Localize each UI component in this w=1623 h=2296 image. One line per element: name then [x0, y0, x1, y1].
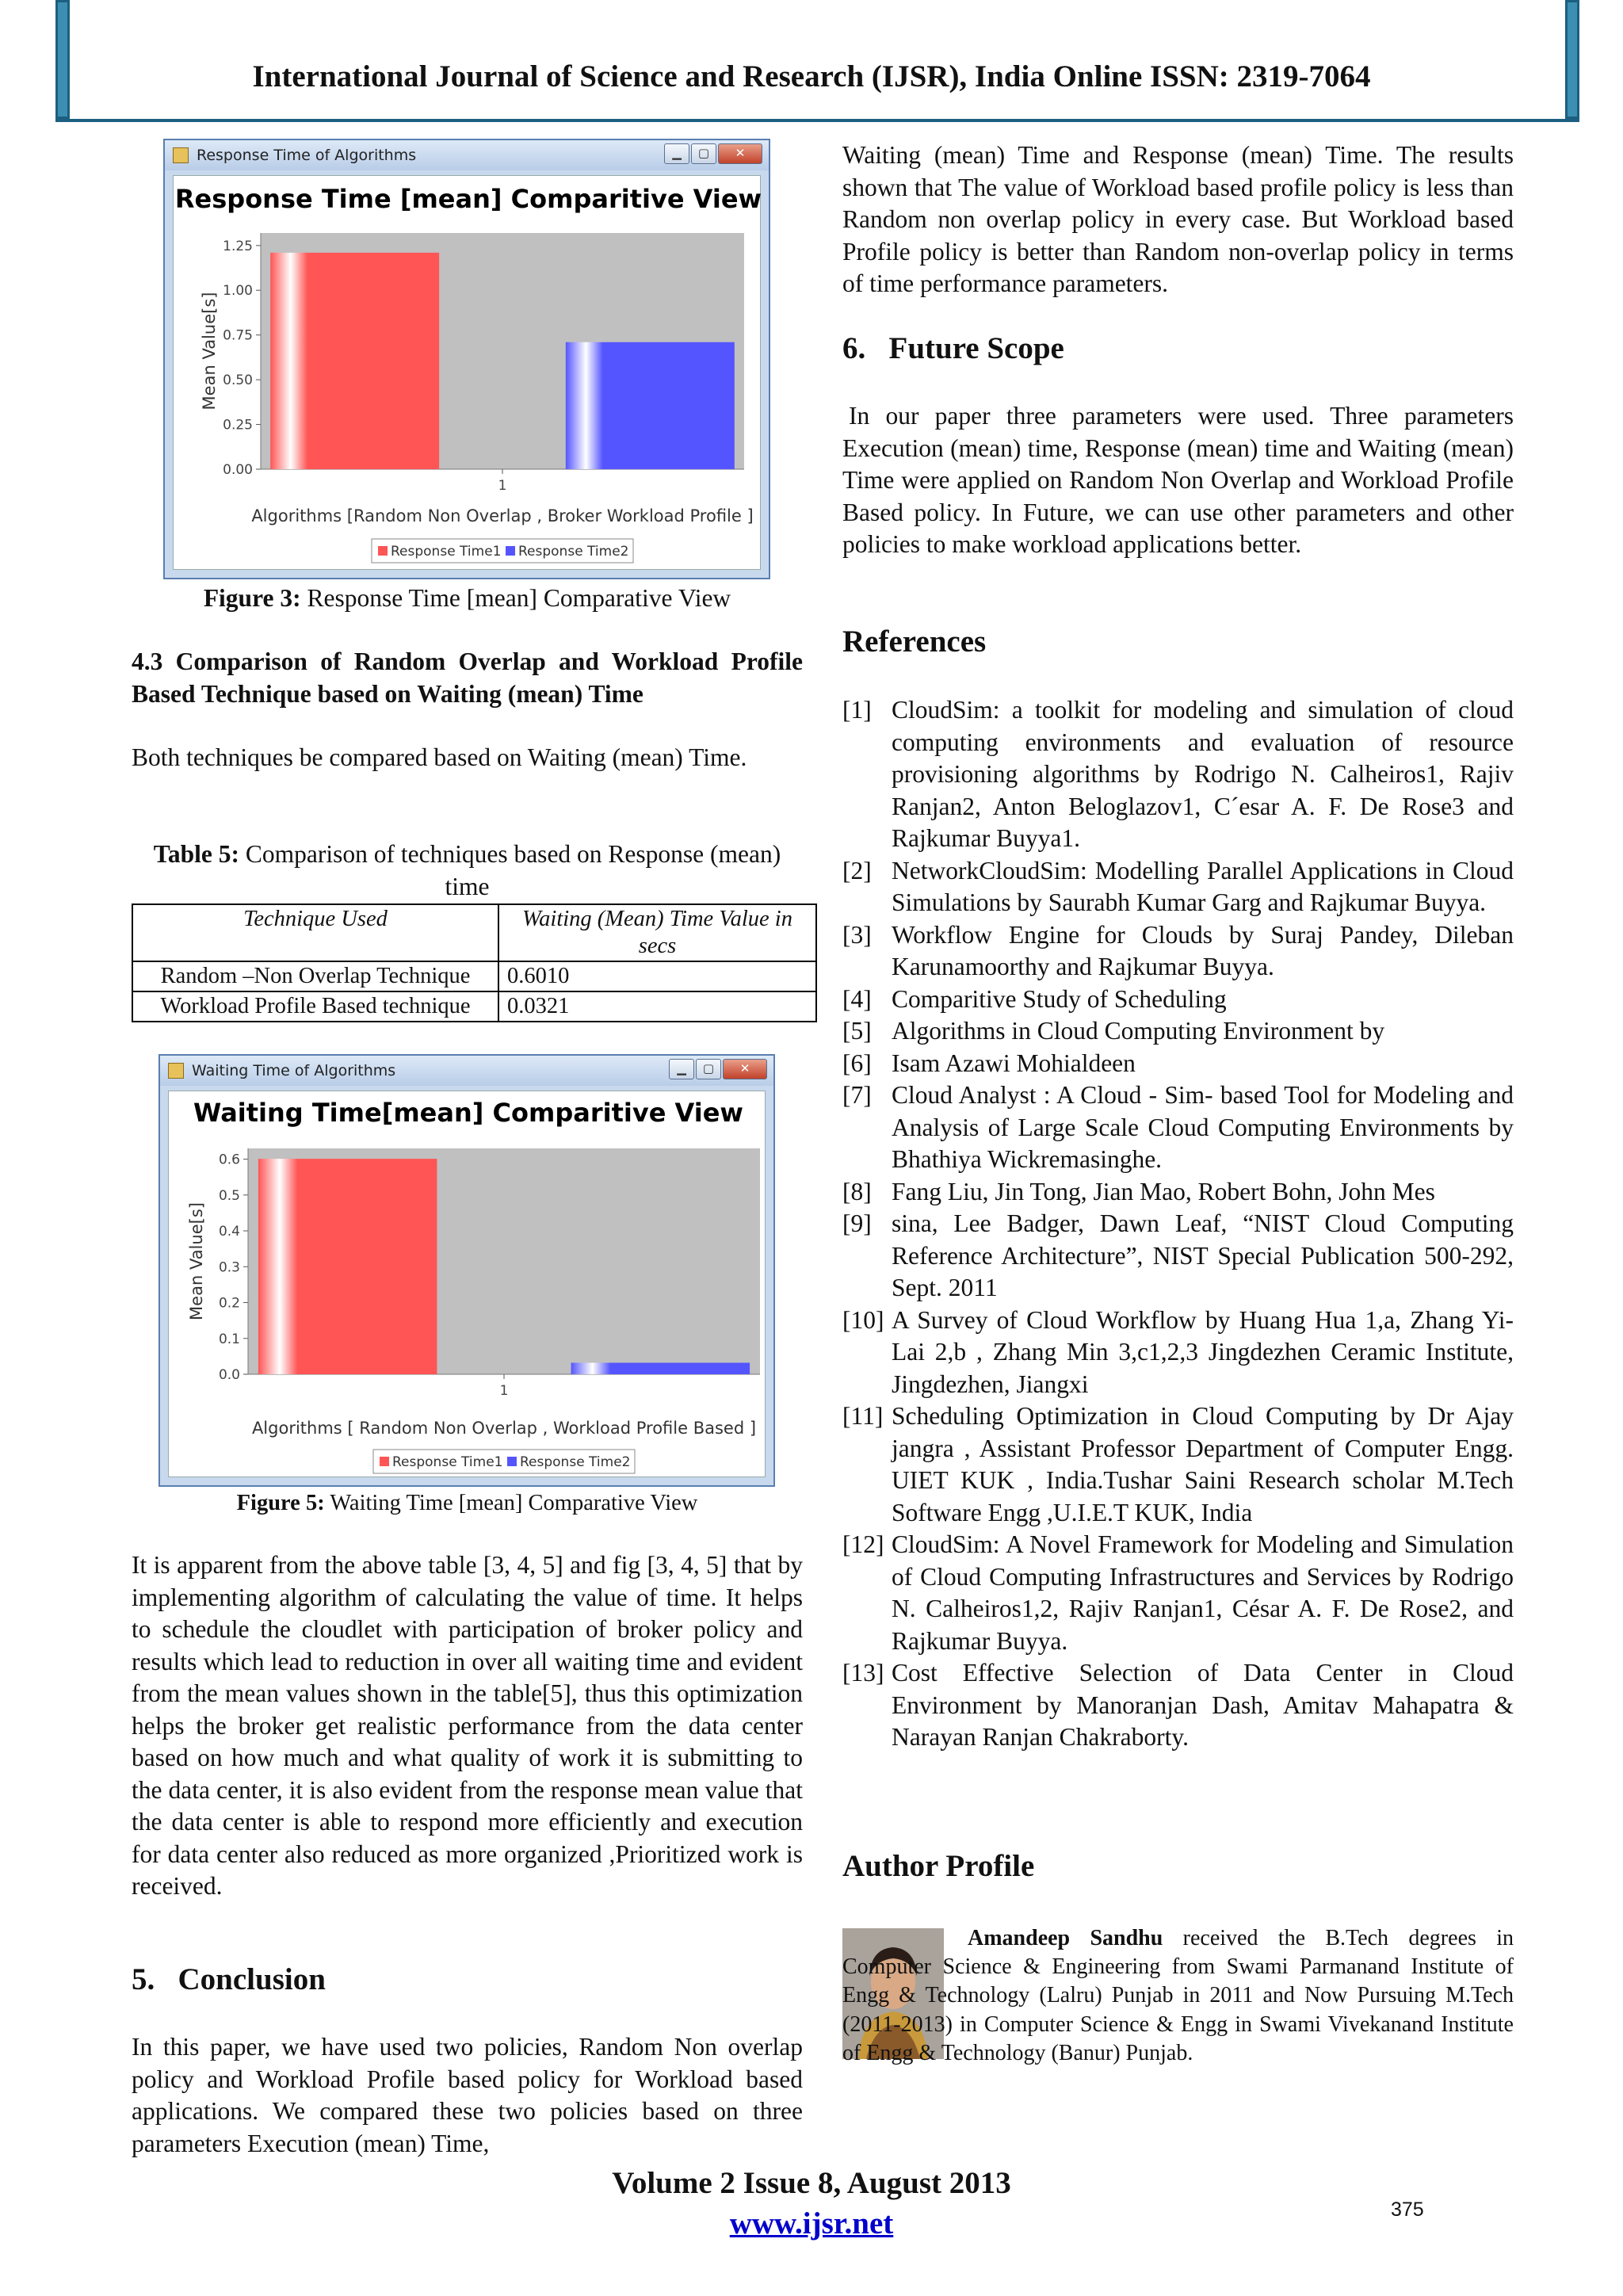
legend-entry: Response Time2	[518, 544, 629, 560]
legend-swatch	[506, 546, 515, 556]
figure5-caption	[132, 1488, 803, 1520]
section-4-3	[132, 646, 803, 710]
table5-caption-label: Table 5:	[153, 840, 240, 868]
reference-text: Cloud Analyst : A Cloud - Sim- based Tool for Modeling and Analysis of Large Scale Cloud Computing Environments by Bhathiya Wickremasinghe.	[892, 1081, 1514, 1173]
reference-item	[842, 1529, 1514, 1657]
future-text: In our paper three parameters were used. Three parameters Execution (mean) time, Response (mean) time and Waiting (mean) Time were applied on Random Non Overlap and Workload Profile Based policy. In Future, we can use other parameters and other policies to make workload applications better.	[842, 402, 1514, 558]
figure5-window[interactable]	[158, 1054, 775, 1487]
close-button[interactable]: ✕	[723, 1059, 767, 1079]
y-tick-label: 1.00	[223, 283, 253, 300]
reference-item	[842, 984, 1514, 1016]
y-tick-label: 0.25	[223, 417, 253, 434]
figure5-caption-label: Figure 5:	[236, 1491, 325, 1515]
figure3-caption-text: Response Time [mean] Comparative View	[300, 584, 731, 612]
author-bio	[842, 1924, 1514, 2068]
reference-text: CloudSim: A Novel Framework for Modeling and Simulation of Cloud Computing Infrastructures and Services by Rodrigo N. Calheiros1,2, Rajiv Ranjan1, César A. F. De Rose2, and Rajkumar Buyya.	[892, 1530, 1514, 1655]
table-header-cell: Technique Used	[132, 904, 498, 961]
legend-entry: Response Time2	[520, 1454, 631, 1470]
reference-item	[842, 855, 1514, 919]
conclusion-text-right: Waiting (mean) Time and Response (mean) Time. The results shown that The value of Workload based profile policy is less than Random non overlap policy in every case. But Workload based Profile policy is better than Random non-overlap policy in terms of time performance parameters.	[842, 141, 1514, 297]
table5	[132, 904, 817, 1022]
figure5-titlebar[interactable]	[160, 1056, 773, 1086]
section-4-3-text: Both techniques be compared based on Waiting (mean) Time.	[132, 743, 747, 771]
minimize-button[interactable]: ▁	[669, 1059, 694, 1079]
figure5-caption-text: Waiting Time [mean] Comparative View	[324, 1491, 698, 1515]
reference-item	[842, 1079, 1514, 1176]
reference-text: sina, Lee Badger, Dawn Leaf, “NIST Cloud Computing Reference Architecture”, NIST Special Publication 500-292, Sept. 2011	[892, 1209, 1514, 1301]
figure3-chart	[174, 176, 763, 572]
author-heading-wrap	[842, 1851, 1514, 1883]
footer-volume: Volume 2 Issue 8, August 2013	[612, 2166, 1011, 2200]
x-tick-label: 1	[499, 1383, 509, 1399]
bar-response-time1	[270, 253, 439, 469]
table-row	[132, 991, 816, 1022]
reference-number: [5]	[842, 1017, 872, 1045]
reference-number: [10]	[842, 1305, 884, 1334]
legend-swatch	[507, 1457, 517, 1466]
figure3-chart-area	[173, 175, 761, 570]
reference-item	[842, 1208, 1514, 1305]
reference-text: CloudSim: a toolkit for modeling and simulation of cloud computing environments and evaluation of resource provisioning algorithms by Rodrigo N. Calheiros1, Rajiv Ranjan2, Anton Beloglazov1, C´esar A. F. De Rose3 and Rajkumar Buyya1.	[892, 696, 1514, 852]
bar-response-time1	[258, 1159, 437, 1374]
footer-url-link[interactable]: www.ijsr.net	[729, 2206, 894, 2241]
reference-text: Comparitive Study of Scheduling	[892, 984, 1227, 1013]
close-button[interactable]: ✕	[718, 143, 762, 164]
discussion-paragraph: It is apparent from the above table [3, 4, 5] and fig [3, 4, 5] that by implementing algorithm of calculating the value of time. It helps to schedule the cloudlet with participation of broker policy and results which lead to reduction in over all waiting time and evident from the mean values shown in the table[5], thus this optimization helps the broker get realistic performance from the data center based on how much and what quality of work it is submitting to the data center, it is also evident from the response mean value that the data center is able to respond more efficiently and execution for data center also reduced as more organized ,Prioritized work is received.	[132, 1551, 803, 1900]
y-tick-label: 0.2	[218, 1295, 240, 1312]
reference-text: A Survey of Cloud Workflow by Huang Hua 1,a, Zhang Yi-Lai 2,b , Zhang Min 3,c1,2,3 Jingdezhen Ceramic Institute, Jingdezhen, Jiangxi	[892, 1305, 1514, 1398]
legend-entry: Response Time1	[392, 1454, 503, 1470]
y-tick-label: 0.00	[223, 462, 253, 478]
reference-number: [2]	[842, 856, 872, 884]
bar-response-time2	[566, 342, 735, 469]
reference-item	[842, 1176, 1514, 1209]
x-tick-label: 1	[498, 478, 507, 494]
legend-entry: Response Time1	[391, 544, 502, 560]
header-rule	[55, 119, 1579, 122]
conclusion-text-left: In this paper, we have used two policies, Random Non overlap policy and Workload Profile based policy for Workload based applications. We compared these two policies based on three parameters Execution (mean) Time,	[132, 2033, 803, 2157]
y-axis-label: Mean Value[s]	[187, 1202, 206, 1320]
references-heading-wrap	[842, 626, 1514, 659]
y-tick-label: 1.25	[223, 238, 253, 254]
conclusion-heading-wrap	[132, 1964, 803, 1996]
chart-title: Response Time [mean] Comparitive View	[174, 184, 762, 214]
maximize-button[interactable]: ▢	[691, 143, 716, 164]
y-tick-label: 0.6	[218, 1152, 240, 1168]
java-app-icon	[168, 1063, 184, 1079]
table-header-cell: Waiting (Mean) Time Value in secs	[498, 904, 816, 961]
legend-swatch	[380, 1457, 389, 1466]
reference-text: Cost Effective Selection of Data Center in Cloud Environment by Manoranjan Dash, Amitav Mahapatra & Narayan Ranjan Chakraborty.	[892, 1659, 1514, 1751]
references-list	[842, 694, 1514, 1754]
figure5-window-title: Waiting Time of Algorithms	[192, 1062, 396, 1079]
figure3-caption-label: Figure 3:	[203, 584, 301, 612]
legend-swatch	[378, 546, 388, 556]
x-axis-label: Algorithms [ Random Non Overlap , Workload Profile Based ]	[251, 1419, 757, 1438]
reference-number: [9]	[842, 1209, 872, 1237]
reference-text: NetworkCloudSim: Modelling Parallel Applications in Cloud Simulations by Saurabh Kumar Garg and Rajkumar Buyya.	[892, 856, 1514, 916]
table-row	[132, 961, 816, 991]
reference-text: Workflow Engine for Clouds by Suraj Pandey, Dileban Karunamoorthy and Rajkumar Buyya.	[892, 920, 1514, 980]
table-header-row	[132, 904, 816, 961]
reference-item	[842, 1400, 1514, 1529]
author-heading: Author Profile	[842, 1849, 1035, 1883]
reference-item	[842, 1048, 1514, 1080]
page-number: 375	[1391, 2199, 1424, 2221]
y-tick-label: 0.0	[218, 1367, 240, 1383]
figure3-caption	[132, 583, 803, 615]
table-cell: Workload Profile Based technique	[132, 991, 498, 1022]
reference-item	[842, 1305, 1514, 1401]
y-tick-label: 0.1	[218, 1331, 240, 1347]
y-tick-label: 0.50	[223, 372, 253, 389]
table-cell: Random –Non Overlap Technique	[132, 961, 498, 991]
reference-number: [1]	[842, 696, 872, 724]
reference-item	[842, 1657, 1514, 1754]
reference-number: [13]	[842, 1659, 884, 1687]
journal-title: International Journal of Science and Research (IJSR), India Online ISSN: 2319-7064	[252, 59, 1371, 94]
reference-number: [6]	[842, 1049, 872, 1077]
reference-number: [11]	[842, 1402, 884, 1430]
x-axis-label: Algorithms [Random Non Overlap , Broker Workload Profile ]	[251, 506, 754, 525]
figure3-titlebar[interactable]	[165, 140, 769, 170]
future-heading: 6. Future Scope	[842, 331, 1064, 365]
references-heading: References	[842, 625, 987, 659]
author-name: Amandeep Sandhu	[968, 1926, 1163, 1950]
reference-text: Scheduling Optimization in Cloud Computing by Dr Ajay jangra , Assistant Professor Department of Computer Engg. UIET KUK , India.Tushar Saini Research scholar M.Tech Software Engg ,U.I.E.T KUK, India	[892, 1402, 1514, 1526]
reference-number: [8]	[842, 1177, 872, 1205]
reference-text: Isam Azawi Mohialdeen	[892, 1049, 1136, 1077]
reference-number: [3]	[842, 920, 872, 949]
y-tick-label: 0.75	[223, 327, 253, 344]
figure5-chart	[169, 1091, 768, 1480]
reference-item	[842, 919, 1514, 984]
y-tick-label: 0.5	[218, 1187, 240, 1204]
figure3-window[interactable]	[163, 139, 770, 579]
bar-response-time2	[571, 1362, 750, 1374]
minimize-button[interactable]: ▁	[664, 143, 689, 164]
chart-title: Waiting Time[mean] Comparitive View	[193, 1098, 743, 1128]
figure5-chart-area	[168, 1091, 766, 1477]
table5-caption-text: Comparison of techniques based on Response (mean) time	[239, 840, 781, 900]
y-tick-label: 0.4	[218, 1224, 240, 1240]
maximize-button[interactable]: ▢	[696, 1059, 721, 1079]
figure3-window-title: Response Time of Algorithms	[197, 147, 417, 164]
table-cell: 0.6010	[498, 961, 816, 991]
y-tick-label: 0.3	[218, 1259, 240, 1276]
author-bio-text: received the B.Tech degrees in Computer Science & Engineering from Swami Parmanand Institute of Engg & Technology (Lalru) Punjab in 2011 and Now Pursuing M.Tech (2011-2013) in Computer Science & Engg in Swami Vivekanand Institute of Engg & Technology (Banur) Punjab.	[842, 1926, 1514, 2065]
reference-number: [12]	[842, 1530, 884, 1558]
reference-text: Fang Liu, Jin Tong, Jian Mao, Robert Bohn, John Mes	[892, 1177, 1435, 1205]
table-cell: 0.0321	[498, 991, 816, 1022]
reference-item	[842, 694, 1514, 855]
java-app-icon	[173, 147, 189, 163]
section-4-3-heading: 4.3 Comparison of Random Overlap and Workload Profile Based Technique based on Waiting (mean) Time	[132, 648, 803, 708]
y-axis-label: Mean Value[s]	[200, 292, 219, 411]
future-heading-wrap	[842, 333, 1514, 365]
table5-caption	[132, 839, 803, 903]
reference-item	[842, 1015, 1514, 1048]
reference-number: [7]	[842, 1081, 872, 1109]
conclusion-heading: 5. Conclusion	[132, 1962, 326, 1996]
reference-text: Algorithms in Cloud Computing Environment by	[892, 1017, 1385, 1045]
reference-number: [4]	[842, 984, 872, 1013]
